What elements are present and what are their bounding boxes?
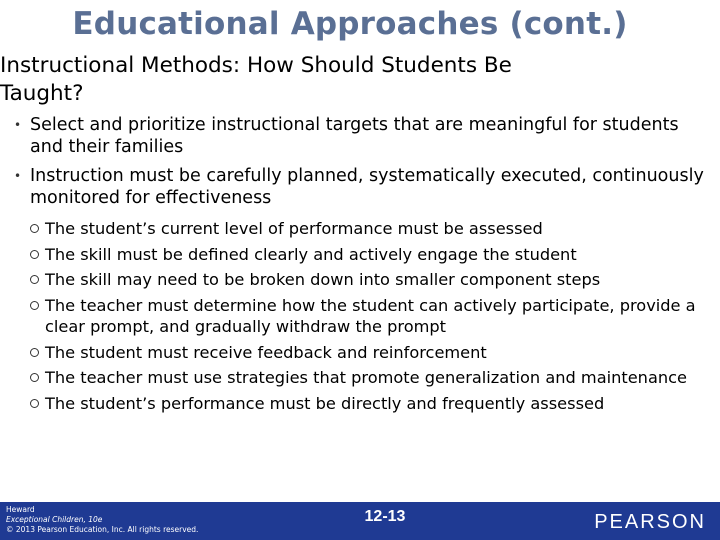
circle-bullet-icon [30,275,39,284]
sub-bullet-text: The student must receive feedback and reinforcement [45,342,487,362]
circle-bullet-icon [30,399,39,408]
pearson-logo: PEARSON [594,511,706,533]
bullet-text: Instruction must be carefully planned, systematically executed, continuously monitored for effectiveness [30,166,704,208]
footer-author: Heward [6,505,35,514]
sub-bullet-item [0,218,715,240]
page-number: 12-13 [364,508,406,525]
sub-bullet-list [0,218,715,418]
bullet-dot-icon: • [14,118,22,132]
sub-bullet-item [0,393,715,415]
sub-bullet-item [0,244,715,266]
footer-bar [0,502,720,540]
footer-copyright: © 2013 Pearson Education, Inc. All rights reserved. [6,525,199,534]
footer-book: Exceptional Children, 10e [6,515,103,524]
bullet-dot-icon: • [14,169,22,183]
sub-bullet-text: The student’s performance must be directly and frequently assessed [45,393,605,413]
sub-bullet-item [0,342,715,364]
bullet-text: Select and prioritize instructional targets that are meaningful for students and their families [30,115,679,157]
sub-bullet-item [0,367,715,389]
bullet-item [0,165,710,209]
bullet-list [0,114,710,216]
footer-credit [6,505,198,535]
sub-bullet-item [0,295,715,338]
sub-bullet-text: The skill must be defined clearly and actively engage the student [45,244,577,264]
sub-bullet-text: The student’s current level of performance must be assessed [45,219,543,238]
slide-title: Educational Approaches (cont.) [72,6,628,42]
bullet-item [0,114,710,158]
sub-bullet-item [0,269,715,291]
circle-bullet-icon [30,301,39,310]
circle-bullet-icon [30,224,39,233]
sub-bullet-text: The teacher must use strategies that promote generalization and maintenance [45,368,687,387]
circle-bullet-icon [30,348,39,357]
sub-bullet-text: The skill may need to be broken down into smaller component steps [45,270,601,289]
slide-subtitle: Instructional Methods: How Should Students Be Taught? [0,53,512,106]
circle-bullet-icon [30,250,39,259]
sub-bullet-text: The teacher must determine how the student can actively participate, provide a clear prompt, and gradually withdraw the prompt [45,295,696,336]
circle-bullet-icon [30,373,39,382]
